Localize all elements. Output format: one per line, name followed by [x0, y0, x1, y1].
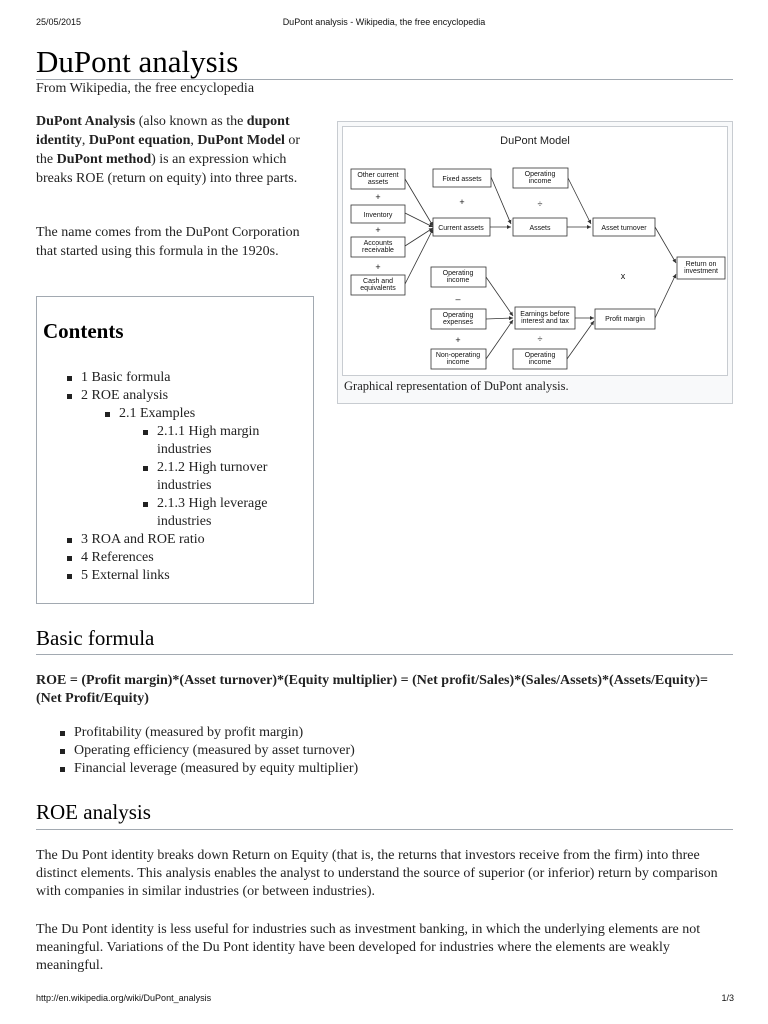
label-non-operating-income: Non-operating income [435, 352, 481, 366]
label-operating-income-top: Operating income [524, 171, 556, 185]
label-operating-expenses: Operating expenses [442, 312, 474, 326]
print-date: 25/05/2015 [36, 17, 82, 27]
term-dupont-equation: DuPont equation [88, 133, 191, 148]
bullet-icon [60, 731, 65, 736]
diagram-svg [343, 127, 727, 375]
figure-caption: Graphical representation of DuPont analysis. [344, 379, 569, 393]
label-assets: Assets [529, 225, 551, 232]
bullet-icon [143, 466, 148, 471]
page-title: DuPont analysis [36, 44, 239, 79]
intro-paragraph: DuPont Analysis (also known as the dupont identity, DuPont equation, DuPont Model or the DuPont method) is an expression which breaks ROE (return on equity) into three parts. [36, 114, 301, 186]
list-item: Operating efficiency (measured by asset turnover) [74, 742, 358, 760]
label-accounts-receivable: Accounts receivable [362, 240, 394, 254]
toc-item-roe-analysis[interactable]: 2 ROE analysis 2.1 Examples 2.1.1 High margin industries 2.1.2 High turnover industries 2.1.3 High leverage industries [81, 387, 311, 531]
roe-formula: ROE = (Profit margin)*(Asset turnover)*(Equity multiplier) = (Net profit/Sales)*(Sales/Assets)*(Assets/Equity)= (Net Profit/Equity) [36, 673, 709, 706]
roe-paragraph-2: The Du Pont identity is less useful for industries such as investment banking, in which the underlying elements are not meaningful. Variations of the Du Pont identity have been developed for industries where the elements are weakly meaningful. [36, 922, 701, 973]
section-heading-basic-formula: Basic formula [36, 626, 155, 650]
section-divider [36, 829, 733, 830]
bullet-icon [67, 574, 72, 579]
operator-plus: + [375, 192, 381, 202]
dupont-model-diagram[interactable] [342, 126, 728, 376]
label-asset-turnover: Asset turnover [601, 225, 647, 232]
bullet-icon [60, 767, 65, 772]
toc-item-high-margin[interactable]: 2.1.1 High margin industries [157, 423, 297, 459]
toc-title: Contents [43, 319, 124, 343]
toc-item-external-links[interactable]: 5 External links [81, 567, 311, 585]
operator-plus: + [375, 262, 381, 272]
term-dupont-method: DuPont method [56, 152, 152, 167]
operator-plus: + [455, 335, 461, 345]
label-return-on-investment: Return on investment [684, 261, 718, 275]
formula-components-list [74, 724, 358, 778]
label-operating-income-mid: Operating income [442, 270, 474, 284]
toc-item-high-leverage[interactable]: 2.1.3 High leverage industries [157, 495, 297, 531]
list-item: Financial leverage (measured by equity multiplier) [74, 760, 358, 778]
operator-divide: ÷ [537, 199, 543, 209]
term-dupont-identity: dupont identity [36, 114, 290, 148]
term-dupont-model: DuPont Model [197, 133, 285, 148]
bullet-icon [67, 538, 72, 543]
bullet-icon [67, 394, 72, 399]
diagram-title: DuPont Model [500, 135, 570, 147]
bullet-icon [143, 430, 148, 435]
label-inventory: Inventory [363, 212, 393, 219]
label-earnings: Earnings before interest and tax [520, 311, 570, 325]
operator-times: x [620, 271, 626, 281]
section-divider [36, 654, 733, 655]
label-operating-income-bottom: Operating income [524, 352, 556, 366]
print-page-number: 1/3 [721, 993, 734, 1003]
operator-plus: + [459, 197, 465, 207]
list-item: Profitability (measured by profit margin) [74, 724, 358, 742]
operator-plus: + [375, 225, 381, 235]
history-paragraph: The name comes from the DuPont Corporation that started using this formula in the 1920s. [36, 225, 300, 259]
operator-divide: ÷ [537, 334, 543, 344]
bullet-icon [67, 556, 72, 561]
roe-paragraph-1: The Du Pont identity breaks down Return on Equity (that is, the returns that investors receive from the firm) into three distinct elements. This analysis enables the analyst to understand the source of superior (or inferior) return by comparison with companies in similar industries (or between industries). [36, 848, 718, 899]
print-page-title: DuPont analysis - Wikipedia, the free encyclopedia [282, 17, 486, 27]
toc-item-high-turnover[interactable]: 2.1.2 High turnover industries [157, 459, 297, 495]
term-dupont-analysis: DuPont Analysis [36, 114, 136, 129]
operator-minus: – [455, 294, 461, 304]
label-other-current-assets: Other current assets [357, 172, 399, 186]
label-current-assets: Current assets [438, 225, 484, 232]
label-profit-margin: Profit margin [605, 316, 645, 323]
print-header [0, 17, 768, 31]
page-subtitle: From Wikipedia, the free encyclopedia [36, 81, 255, 96]
table-of-contents [36, 296, 314, 604]
print-url: http://en.wikipedia.org/wiki/DuPont_analysis [36, 993, 212, 1003]
bullet-icon [67, 376, 72, 381]
bullet-icon [105, 412, 110, 417]
title-divider [36, 79, 733, 80]
label-fixed-assets: Fixed assets [442, 176, 482, 183]
label-cash: Cash and equivalents [360, 278, 396, 292]
toc-item-references[interactable]: 4 References [81, 549, 311, 567]
toc-item-basic-formula[interactable]: 1 Basic formula [81, 369, 311, 387]
dupont-model-figure [337, 121, 733, 404]
bullet-icon [60, 749, 65, 754]
bullet-icon [143, 502, 148, 507]
toc-item-roa-roe[interactable]: 3 ROA and ROE ratio [81, 531, 311, 549]
print-footer [0, 993, 768, 1007]
section-heading-roe-analysis: ROE analysis [36, 800, 151, 824]
toc-item-examples[interactable]: 2.1 Examples 2.1.1 High margin industries 2.1.2 High turnover industries 2.1.3 High leverage industries [119, 405, 311, 531]
